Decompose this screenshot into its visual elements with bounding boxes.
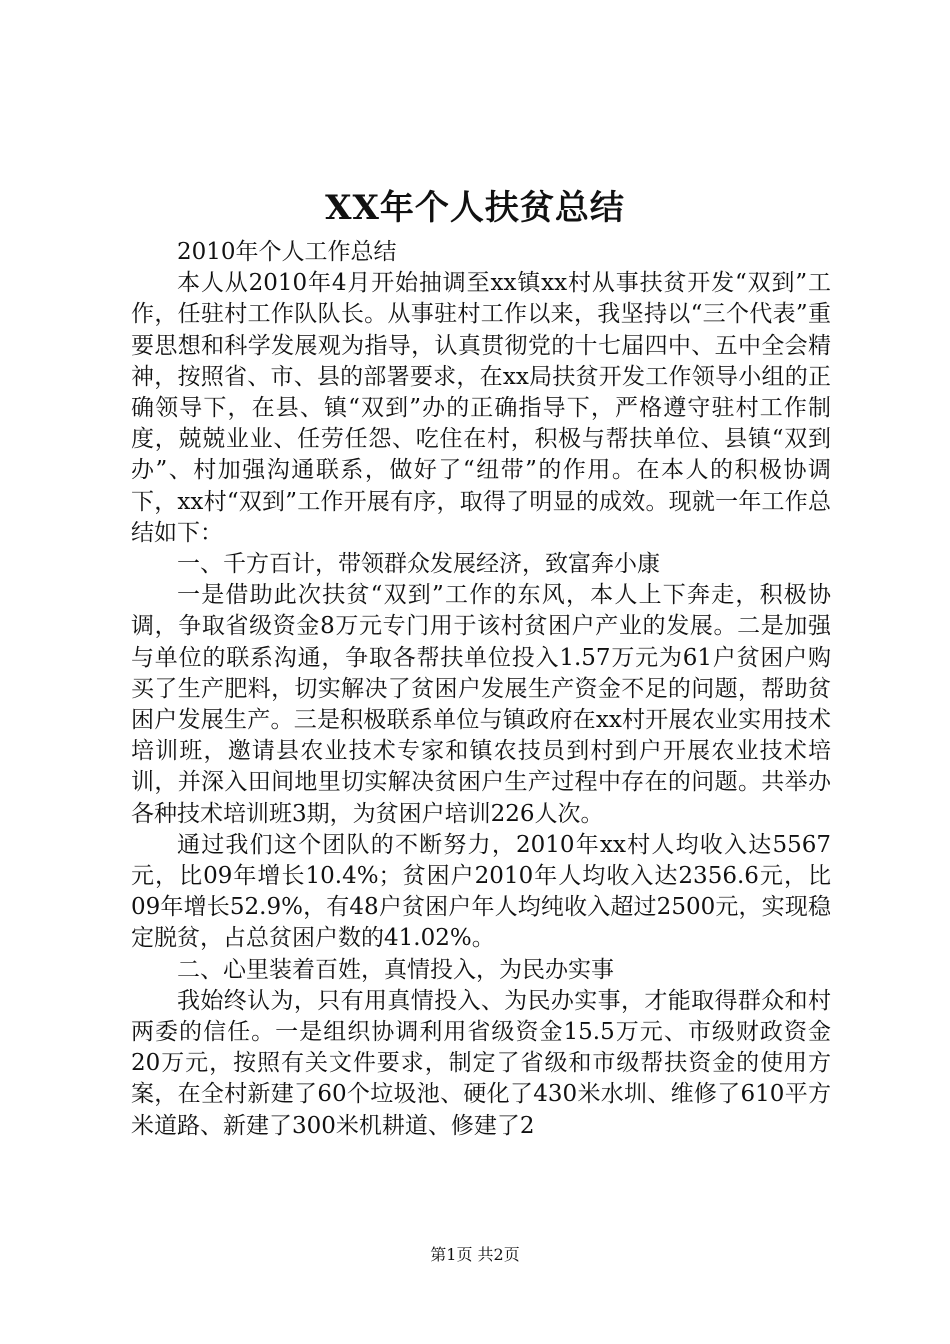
paragraph-practical-work: 我始终认为，只有用真情投入、为民办实事，才能取得群众和村两委的信任。一是组织协调利用省级资金15.5万元、市级财政资金20万元，按照有关文件要求，制定了省级和市级帮扶资金的使用方案，在全村新建了60个垃圾池、硬化了430米水圳、维修了610平方米道路、新建了300米机耕道、修建了2 — [131, 987, 831, 1139]
document-subtitle: 2010年个人工作总结 — [177, 239, 397, 265]
paragraph-economy: 一是借助此次扶贫“双到”工作的东风，本人上下奔走，积极协调，争取省级资金8万元专门用于该村贫困户产业的发展。二是加强与单位的联系沟通，争取各帮扶单位投入1.57万元为61户贫困户购买了生产肥料，切实解决了贫困户发展生产资金不足的问题，帮助贫困户发展生产。三是积极联系单位与镇政府在xx村开展农业实用技术培训班，邀请县农业技术专家和镇农技员到村到户开展农业技术培训，并深入田间地里切实解决贫困户生产过程中存在的问题。共举办各种技术培训班3期，为贫困户培训226人次。 — [131, 582, 831, 827]
paragraph-results: 通过我们这个团队的不断努力，2010年xx村人均收入达5567元，比09年增长10.4%；贫困户2010年人均收入达2356.6元，比09年增长52.9%，有48户贫困户年人均纯收入超过2500元，实现稳定脱贫，占总贫困户数的41.02%。 — [131, 831, 831, 952]
section-heading-1: 一、千方百计，带领群众发展经济，致富奔小康 — [177, 551, 660, 578]
document-body — [131, 237, 831, 1142]
document-title: XX年个人扶贫总结 — [325, 188, 625, 228]
section-heading-2: 二、心里装着百姓，真情投入，为民办实事 — [177, 956, 614, 983]
paragraph-intro: 本人从2010年4月开始抽调至xx镇xx村从事扶贫开发“双到”工作，任驻村工作队队长。从事驻村工作以来，我坚持以“三个代表”重要思想和科学发展观为指导，认真贯彻党的十七届四中、五中全会精神，按照省、市、县的部署要求，在xx局扶贫开发工作领导小组的正确领导下，在县、镇“双到”办的正确指导下，严格遵守驻村工作制度，兢兢业业、任劳任怨、吃住在村，积极与帮扶单位、县镇“双到办”、村加强沟通联系，做好了“纽带”的作用。在本人的积极协调下，xx村“双到”工作开展有序，取得了明显的成效。现就一年工作总结如下： — [131, 270, 831, 546]
page-number-footer: 第1页 共2页 — [430, 1245, 520, 1264]
